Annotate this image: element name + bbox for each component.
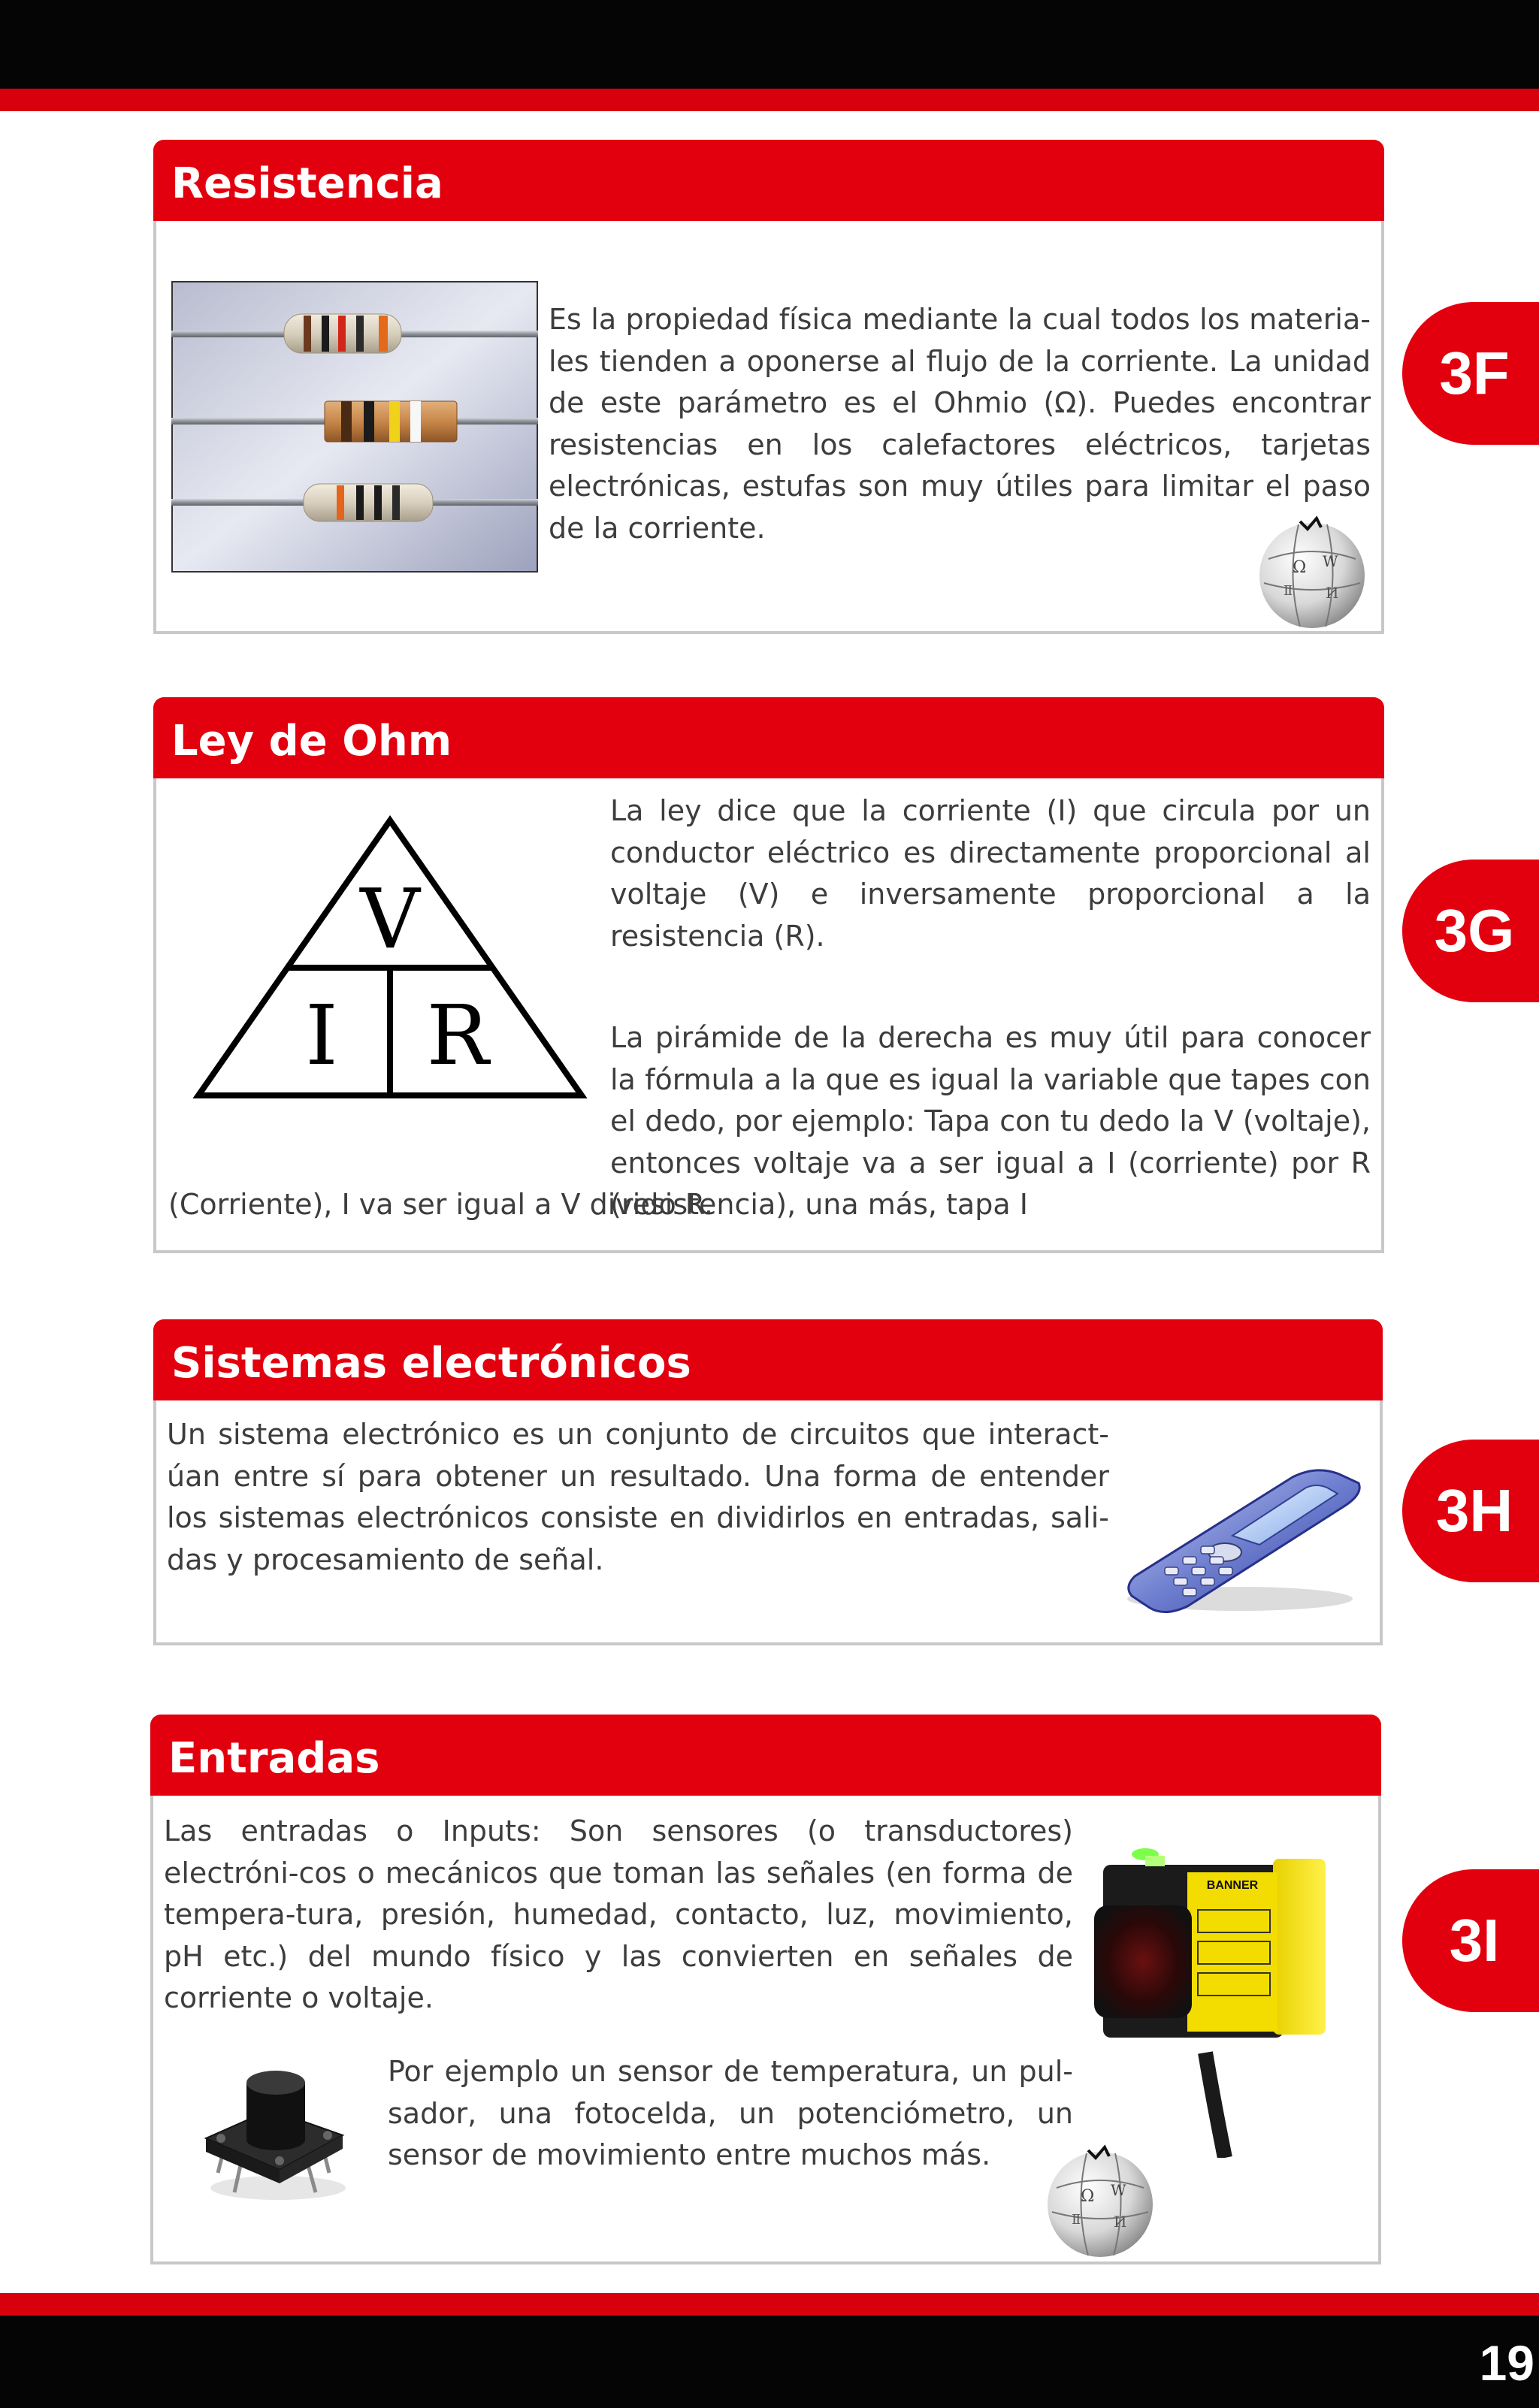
ohm-triangle-diagram [191, 810, 589, 1110]
tab-3f[interactable]: 3F [1402, 302, 1539, 445]
svg-text:И: И [1326, 584, 1339, 602]
section-title: Resistencia [171, 159, 443, 208]
triangle-label-v: V [360, 871, 420, 967]
section-sistemas-electronicos [153, 1319, 1383, 1645]
tab-3h[interactable]: 3H [1402, 1440, 1539, 1582]
sensor-brand-label: BANNER [1206, 1879, 1259, 1892]
wikipedia-globe-icon[interactable] [1253, 514, 1371, 631]
top-bar [0, 0, 1539, 89]
section-header [150, 1715, 1381, 1796]
push-button-image [195, 2060, 353, 2210]
wikipedia-globe-icon[interactable] [1042, 2143, 1159, 2260]
entradas-text-1: Las entradas o Inputs: Son sensores (o transductores) electróni-cos o mecánicos que toman las señales (en forma de tempera-tura, presión, humedad, contacto, luz, movimiento, pH etc.) del mundo físico y las convierten en señales de corriente o voltaje. [164, 1814, 1073, 2015]
svg-text:Ⅱ: Ⅱ [1284, 583, 1293, 599]
svg-text:И: И [1114, 2213, 1127, 2231]
section-entradas [150, 1715, 1381, 2264]
svg-text:W: W [1323, 552, 1338, 570]
section-resistencia [153, 140, 1384, 634]
sistemas-text: Un sistema electrónico es un conjunto de circuitos que interact-úan entre sí para obtener un resultado. Una forma de entender los sistemas electrónicos consiste en dividirlos en entradas, sali-das y procesamiento de señal. [167, 1418, 1109, 1576]
tab-3i[interactable]: 3I [1402, 1869, 1539, 2012]
section-header [153, 1319, 1383, 1400]
resistencia-text: Es la propiedad física mediante la cual todos los materia-les tienden a oponerse al flujo de la corriente. La unidad de este parámetro es el Ohmio (Ω). Puedes encontrar resistencias en los calefactores eléctricos, tarjetas electrónicas, estufas son muy útiles para limitar el paso de la corriente. [549, 303, 1371, 545]
bottom-bar [0, 2316, 1539, 2408]
top-red-stripe [0, 89, 1539, 111]
ohm-text-1: La ley dice que la corriente (I) que circula por un conductor eléctrico es directamente proporcional al voltaje (V) e inversamente proporcional a la resistencia (R). [610, 794, 1371, 953]
page-number: 19 [1479, 2335, 1534, 2391]
section-title: Sistemas electrónicos [171, 1339, 691, 1388]
triangle-label-i: I [305, 987, 338, 1083]
mobile-phone-image [1120, 1464, 1368, 1621]
triangle-label-r: R [426, 987, 489, 1083]
entradas-text-2: Por ejemplo un sensor de temperatura, un pul-sador, una fotocelda, un potenciómetro, un sensor de movimiento entre muchos más. [388, 2055, 1073, 2172]
ohm-text-2: La pirámide de la derecha es muy útil para conocer la fórmula a la que es igual la variable que tapes con el dedo, por ejemplo: Tapa con tu dedo la V (voltaje), entonces voltaje va a ser igual a I (corriente) por R (resistencia), una más, tapa I [610, 1021, 1371, 1222]
section-title: Ley de Ohm [171, 717, 452, 766]
bottom-red-stripe [0, 2293, 1539, 2316]
section-title: Entradas [168, 1734, 380, 1783]
svg-text:W: W [1111, 2181, 1126, 2199]
section-header [153, 140, 1384, 221]
section-header [153, 697, 1384, 778]
svg-text:Ω: Ω [1293, 558, 1307, 577]
section-ley-de-ohm [153, 697, 1384, 1253]
svg-text:Ⅱ: Ⅱ [1072, 2212, 1081, 2228]
photoelectric-sensor-image [1093, 1842, 1341, 2158]
tab-3g[interactable]: 3G [1402, 860, 1539, 1002]
svg-text:Ω: Ω [1081, 2187, 1095, 2206]
resistors-image [171, 281, 538, 573]
ohm-text-3: (Corriente), I va ser igual a V divido R. [168, 1188, 713, 1221]
